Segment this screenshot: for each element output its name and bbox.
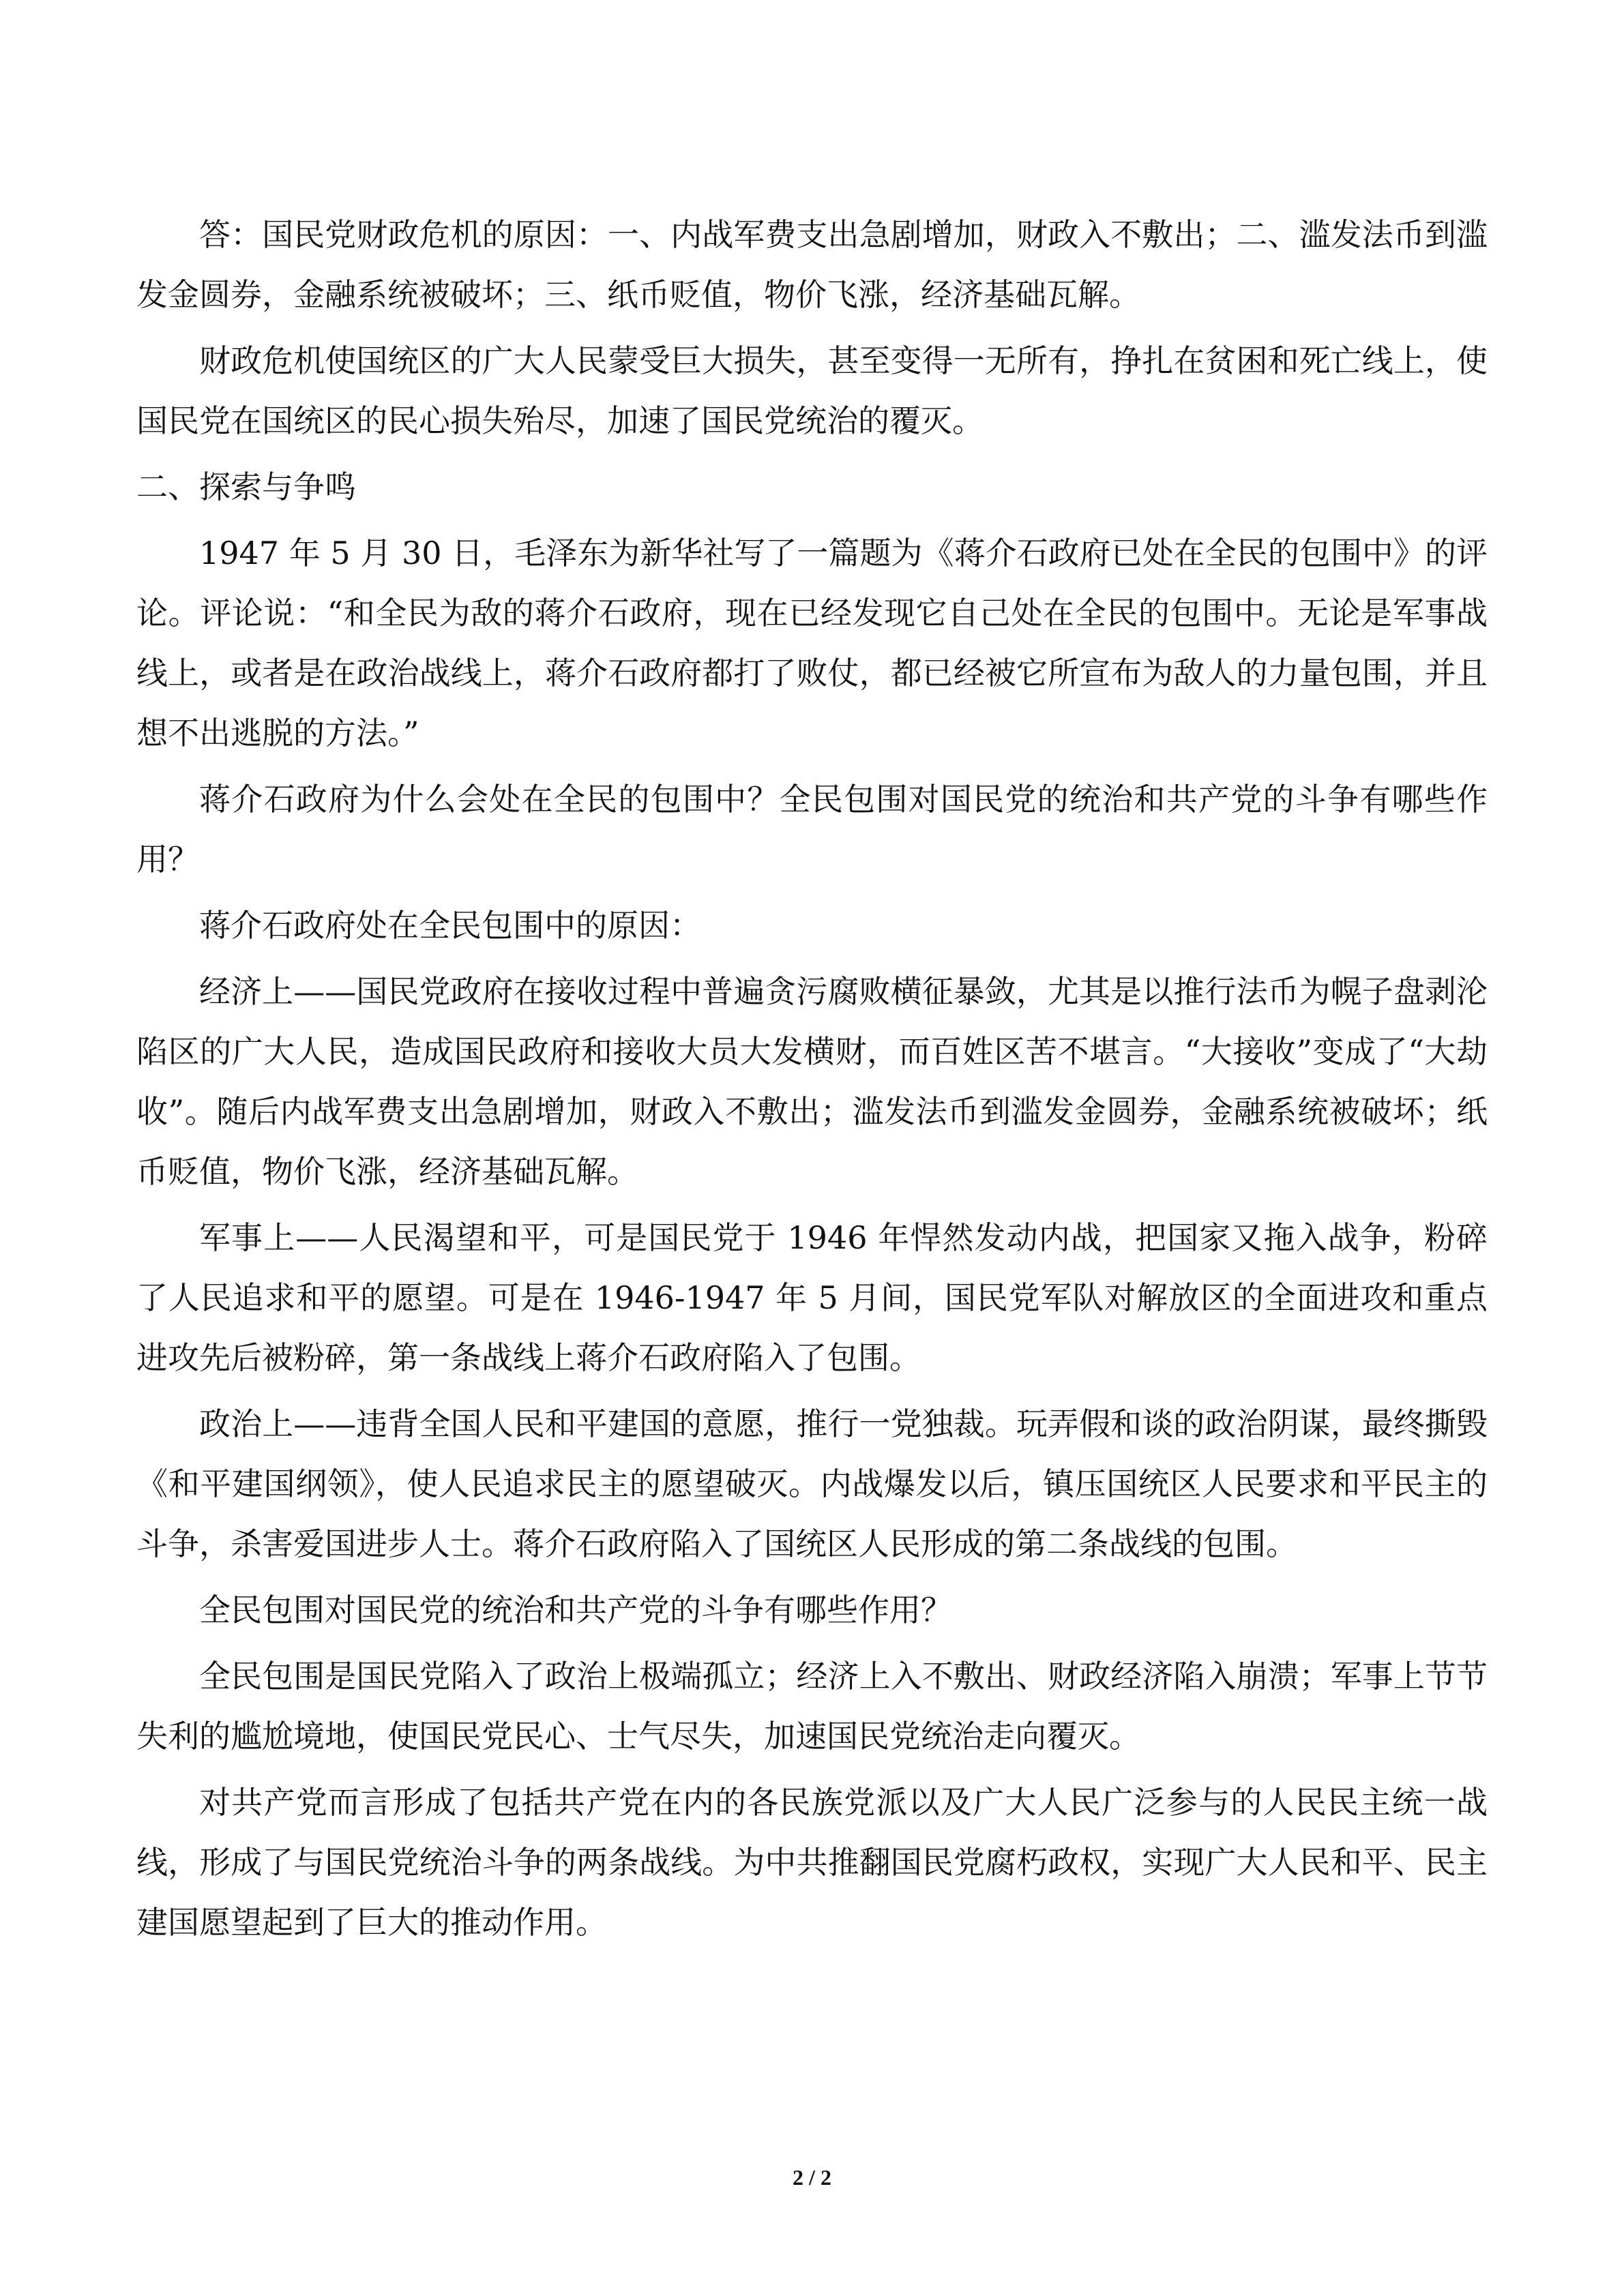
effect-question: 全民包围对国民党的统治和共产党的斗争有哪些作用？	[199, 1592, 952, 1628]
reasons-intro: 蒋介石政府处在全民包围中的原因：	[199, 907, 701, 944]
answer-paragraph: 答：国民党财政危机的原因：一、内战军费支出急剧增加，财政入不敷出；二、滥发法币到滥发金圆券，金融系统被破坏；三、纸币贬值，物价飞涨，经济基础瓦解。	[136, 216, 1488, 313]
quote-paragraph: 1947 年 5 月 30 日，毛泽东为新华社写了一篇题为《蒋介石政府已处在全民的包围中》的评论。评论说：“和全民为敌的蒋介石政府，现在已经发现它自己处在全民的包围中。无论是军事战线上，或者是在政治战线上，蒋介石政府都打了败仗，都已经被它所宣布为敌人的力量包围，并且想不出逃脱的方法。”	[136, 535, 1488, 751]
page-number: 2 / 2	[793, 2165, 831, 2190]
economic-reason: 经济上——国民党政府在接收过程中普遍贪污腐败横征暴敛，尤其是以推行法币为幌子盘剥沦陷区的广大人民，造成国民政府和接收大员大发横财，而百姓区苦不堪言。“大接收”变成了“大劫收”。随后内战军费支出急剧增加，财政入不敷出；滥发法币到滥发金圆券，金融系统被破坏；纸币贬值，物价飞涨，经济基础瓦解。	[136, 973, 1488, 1190]
military-reason: 军事上——人民渴望和平，可是国民党于 1946 年悍然发动内战，把国家又拖入战争，粉碎了人民追求和平的愿望。可是在 1946-1947 年 5 月间，国民党军队对解放区的全面进攻和重点进攻先后被粉碎，第一条战线上蒋介石政府陷入了包围。	[136, 1219, 1488, 1376]
effect-on-kmt: 全民包围是国民党陷入了政治上极端孤立；经济上入不敷出、财政经济陷入崩溃；军事上节节失利的尴尬境地，使国民党民心、士气尽失，加速国民党统治走向覆灭。	[136, 1658, 1488, 1755]
section-heading: 二、探索与争鸣	[136, 468, 356, 505]
political-reason: 政治上——违背全国人民和平建国的意愿，推行一党独裁。玩弄假和谈的政治阴谋，最终撕毁《和平建国纲领》，使人民追求民主的愿望破灭。内战爆发以后，镇压国统区人民要求和平民主的斗争，杀害爱国进步人士。蒋介石政府陷入了国统区人民形成的第二条战线的包围。	[136, 1405, 1488, 1562]
question-paragraph: 蒋介石政府为什么会处在全民的包围中？全民包围对国民党的统治和共产党的斗争有哪些作用？	[136, 781, 1488, 878]
impact-paragraph: 财政危机使国统区的广大人民蒙受巨大损失，甚至变得一无所有，挣扎在贫困和死亡线上，使国民党在国统区的民心损失殆尽，加速了国民党统治的覆灭。	[136, 342, 1488, 439]
effect-on-cpc: 对共产党而言形成了包括共产党在内的各民族党派以及广大人民广泛参与的人民民主统一战线，形成了与国民党统治斗争的两条战线。为中共推翻国民党腐朽政权，实现广大人民和平、民主建国愿望起到了巨大的推动作用。	[136, 1784, 1488, 1941]
